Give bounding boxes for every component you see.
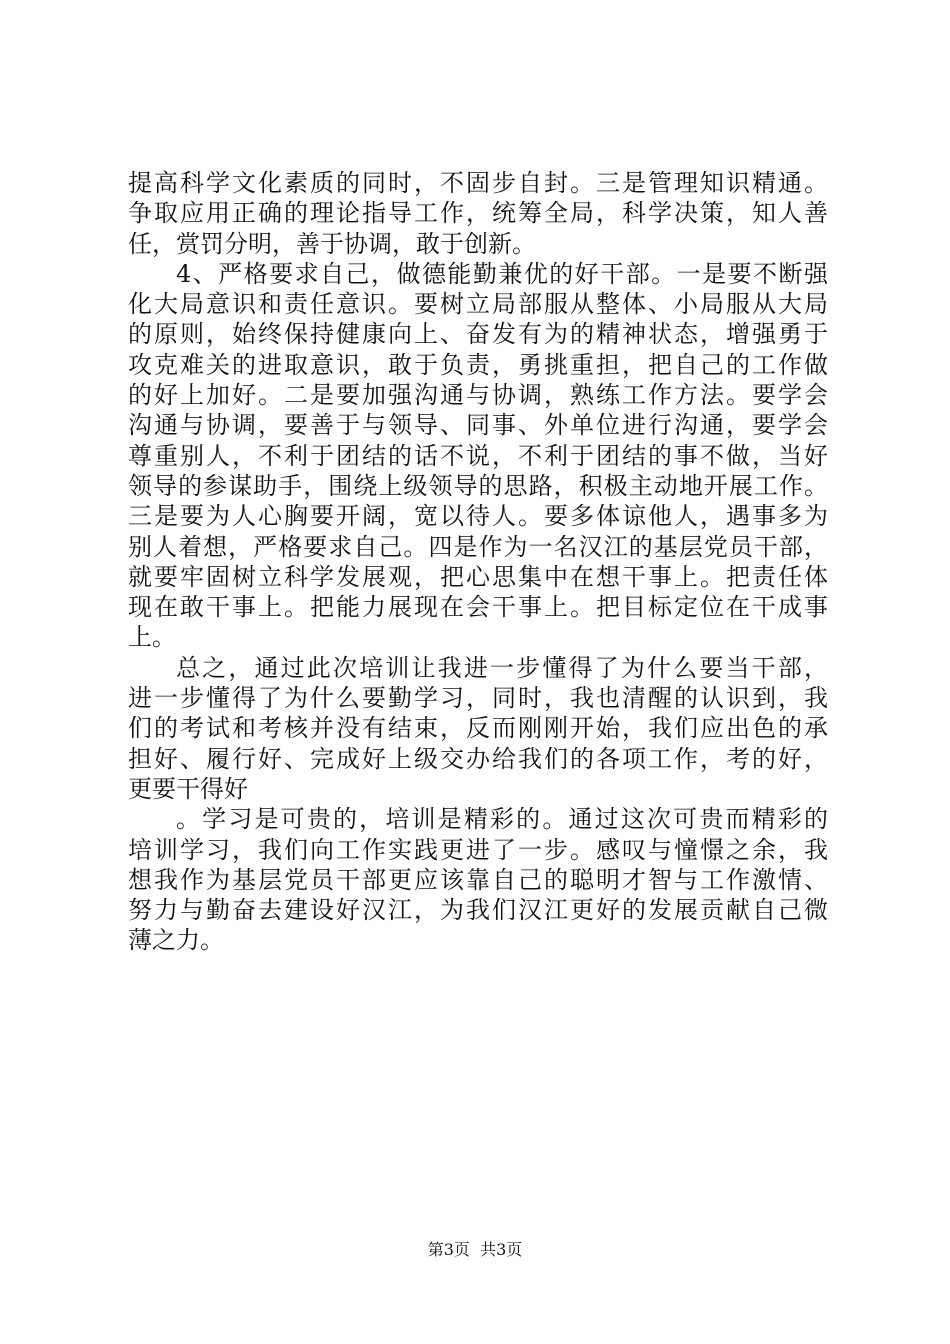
text-line: 进一步懂得了为什么要勤学习，同时，我也清醒的认识到，我 bbox=[128, 684, 828, 713]
text-line: 就要牢固树立科学发展观，把心思集中在想干事上。把责任体 bbox=[128, 562, 828, 591]
text-line: 三是要为人心胸要开阔，宽以待人。要多体谅他人，遇事多为 bbox=[128, 502, 828, 531]
page-number-label: 第3页 共3页 bbox=[427, 1240, 523, 1259]
text-line: 努力与勤奋去建设好汉江，为我们汉江更好的发展贡献自己微 bbox=[128, 896, 828, 925]
text-line: 上。 bbox=[128, 623, 176, 652]
text-line: 培训学习，我们向工作实践更进了一步。感叹与憧憬之余，我 bbox=[128, 835, 828, 864]
text-line: 攻克难关的进取意识，敢于负责，勇挑重担，把自己的工作做 bbox=[128, 350, 828, 379]
text-line: 争取应用正确的理论指导工作，统筹全局，科学决策，知人善 bbox=[128, 199, 828, 228]
text-line: 薄之力。 bbox=[128, 926, 224, 955]
text-line: 总之，通过此次培训让我进一步懂得了为什么要当干部， bbox=[176, 653, 828, 682]
text-line: 更要干得好 bbox=[128, 774, 248, 803]
text-line: 沟通与协调，要善于与领导、同事、外单位进行沟通，要学会 bbox=[128, 411, 828, 440]
page-footer bbox=[0, 1240, 950, 1260]
text-line: 想我作为基层党员干部更应该靠自己的聪明才智与工作激情、 bbox=[128, 865, 828, 894]
text-line: 。学习是可贵的，培训是精彩的。通过这次可贵而精彩的 bbox=[176, 805, 828, 834]
document-body bbox=[128, 168, 828, 956]
text-line: 们的考试和考核并没有结束，反而刚刚开始，我们应出色的承 bbox=[128, 714, 828, 743]
text-line: 别人着想，严格要求自己。四是作为一名汉江的基层党员干部， bbox=[128, 532, 828, 561]
text-line: 化大局意识和责任意识。要树立局部服从整体、小局服从大局 bbox=[128, 290, 828, 319]
text-line: 领导的参谋助手，围绕上级领导的思路，积极主动地开展工作。 bbox=[128, 471, 828, 500]
text-line: 担好、履行好、完成好上级交办给我们的各项工作，考的好， bbox=[128, 744, 828, 773]
text-line: 提高科学文化素质的同时，不固步自封。三是管理知识精通。 bbox=[128, 169, 828, 197]
text-line: 的好上加好。二是要加强沟通与协调，熟练工作方法。要学会 bbox=[128, 381, 828, 410]
text-line: 现在敢干事上。把能力展现在会干事上。把目标定位在干成事 bbox=[128, 593, 828, 622]
text-line: 尊重别人，不利于团结的话不说，不利于团结的事不做，当好 bbox=[128, 441, 828, 470]
text-line: 4、严格要求自己，做德能勤兼优的好干部。一是要不断强 bbox=[176, 259, 828, 288]
text-line: 任，赏罚分明，善于协调，敢于创新。 bbox=[128, 229, 536, 258]
text-line: 的原则，始终保持健康向上、奋发有为的精神状态，增强勇于 bbox=[128, 320, 828, 349]
